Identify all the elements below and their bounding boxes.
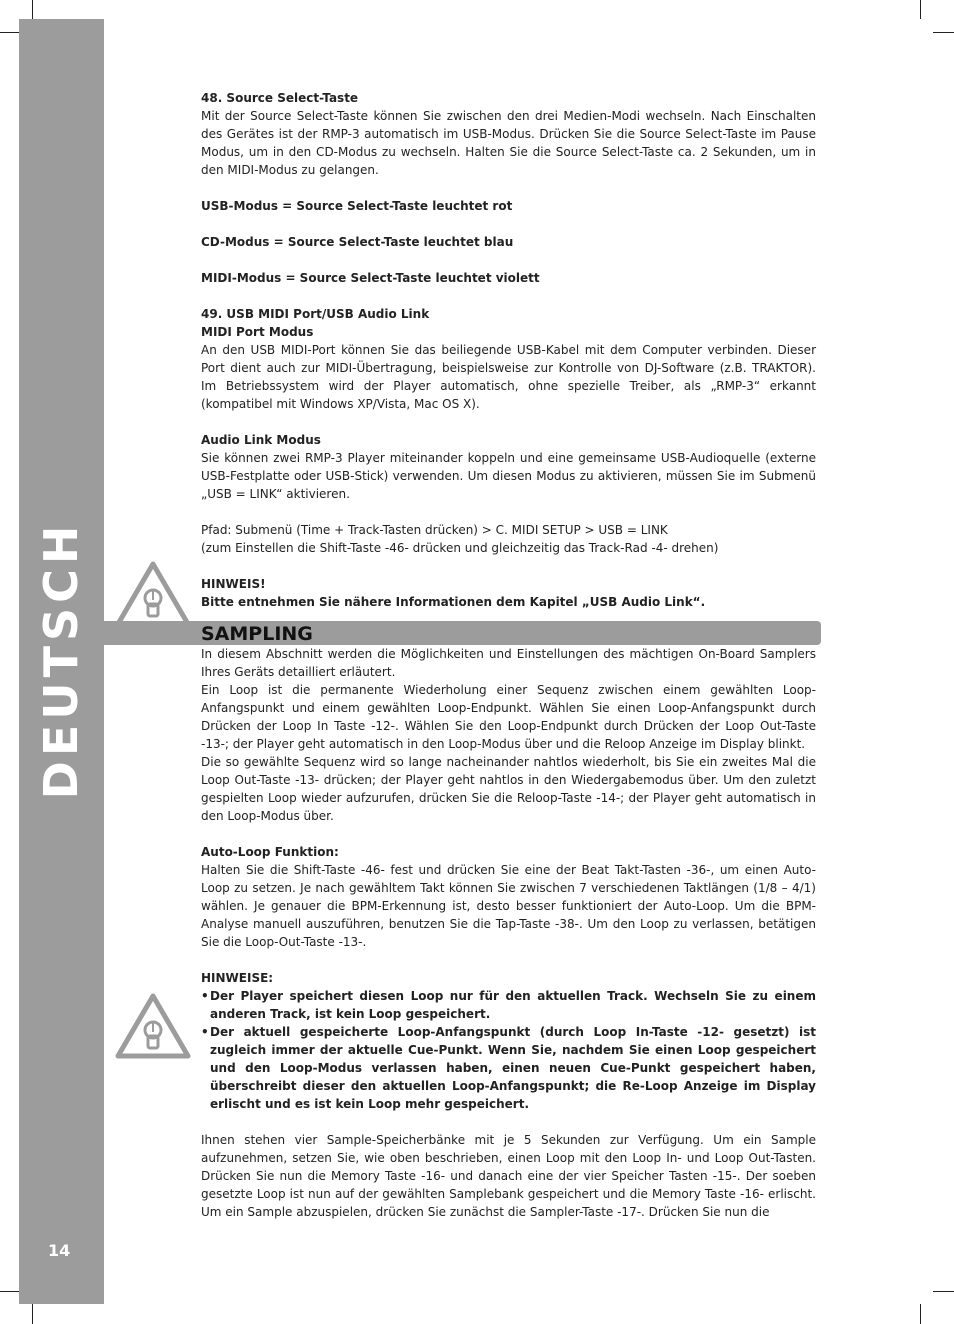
paragraph: In diesem Abschnitt werden die Möglichkeiten und Einstellungen des mächtigen On-Board Samplers Ihres Geräts detailliert erläutert. [201, 647, 816, 679]
crop-mark [920, 0, 921, 19]
subheading: Audio Link Modus [201, 433, 321, 447]
list-item-text: Der aktuell gespeicherte Loop-Anfangspunkt (durch Loop In-Taste -12- gesetzt) ist zugleich immer der aktuelle Cue-Punkt. Wenn Sie, nachdem Sie einen Loop gespeichert und den Loop-Modus verlassen haben, einen neuen Cue-Punkt gespeichert haben, überschreibt dieser den aktuellen Loop-Anfangspunkt; die Re-Loop Anzeige im Display erlischt und es ist kein Loop mehr gespeichert. [210, 1025, 816, 1111]
subheading: Auto-Loop Funktion: [201, 845, 339, 859]
note-title: HINWEISE: [201, 971, 274, 985]
paragraph: Halten Sie die Shift-Taste -46- fest und drücken Sie eine der Beat Takt-Tasten -36-, um einen Auto-Loop zu setzen. Je nach gewähltem Takt können Sie zwischen 7 verschiedenen Taktlängen (1/8 – 4/1) wählen. Je genauer die BPM-Erkennung ist, desto besser funktioniert der Auto-Loop. Um die BPM-Analyse manuell auszuführen, benutzen Sie die Tap-Taste -38-. Um den Loop zu verlassen, betätigen Sie die Loop-Out-Taste -13-. [201, 863, 816, 949]
section-heading: 48. Source Select-Taste [201, 91, 359, 105]
crop-mark [933, 1291, 954, 1292]
section-bar [103, 621, 821, 645]
list-item [201, 987, 816, 1023]
paragraph: Die so gewählte Sequenz wird so lange nacheinander nahtlos wiederholt, bis Sie ein zweites Mal die Loop Out-Taste -13- drücken; der Player geht nahtlos in den Wiedergabemodus über. Um den zuletzt gespielten Loop wieder aufzurufen, drücken Sie die Reloop-Taste -14-; der Player geht automatisch in den Loop-Modus über. [201, 755, 816, 823]
paragraph: Sie können zwei RMP-3 Player miteinander koppeln und eine gemeinsame USB-Audioquelle (externe USB-Festplatte oder USB-Stick) verwenden. Um diesen Modus zu aktivieren, müssen Sie im Submenü „USB = LINK“ aktivieren. [201, 451, 816, 501]
subheading: MIDI Port Modus [201, 325, 314, 339]
crop-mark [32, 1304, 33, 1324]
crop-mark [920, 1304, 921, 1324]
section-heading: 49. USB MIDI Port/USB Audio Link [201, 307, 430, 321]
crop-mark [0, 32, 19, 33]
language-label: DEUTSCH [34, 520, 88, 800]
mode-midi: MIDI-Modus = Source Select-Taste leuchtet violett [201, 271, 540, 285]
list-item-text: Der Player speichert diesen Loop nur für den aktuellen Track. Wechseln Sie zu einem anderen Track, ist kein Loop gespeichert. [210, 989, 816, 1021]
menu-path: Pfad: Submenü (Time + Track-Tasten drücken) > C. MIDI SETUP > USB = LINK [201, 523, 668, 537]
paragraph: Ein Loop ist die permanente Wiederholung einer Sequenz zwischen einem gewählten Loop-Anfangspunkt und einem gewählten Loop-Endpunkt. Wählen Sie einen Loop-Anfangspunkt durch Drücken der Loop In Taste -12-. Wählen Sie den Loop-Endpunkt durch Drücken der Loop Out-Taste -13-; der Player geht automatisch in den Loop-Modus über und die Reloop Anzeige im Display blinkt. [201, 683, 816, 751]
bullet-icon: • [201, 1025, 209, 1039]
warning-triangle-icon [114, 992, 192, 1060]
paragraph: Ihnen stehen vier Sample-Speicherbänke mit je 5 Sekunden zur Verfügung. Um ein Sample aufzunehmen, setzen Sie, wie oben beschrieben, einen Loop mit den Loop In- und Loop Out-Tasten. Drücken Sie nun die Memory Taste -16- und danach eine der vier Speicher Tasten -15-. Der soeben gesetzte Loop ist nun auf der gewählten Samplebank gespeichert und die Memory Taste -16- erlischt. Um ein Sample abzuspielen, drücken Sie zunächst die Sampler-Taste -17-. Drücken Sie nun die [201, 1133, 816, 1219]
crop-mark [933, 32, 954, 33]
crop-mark [32, 0, 33, 19]
paragraph: Mit der Source Select-Taste können Sie zwischen den drei Medien-Modi wechseln. Nach Einschalten des Gerätes ist der RMP-3 automatisch im USB-Modus. Drücken Sie die Source Select-Taste im Pause Modus, um in den CD-Modus zu wechseln. Halten Sie die Source Select-Taste ca. 2 Sekunden, um in den MIDI-Modus zu gelangen. [201, 109, 816, 177]
paragraph: An den USB MIDI-Port können Sie das beiliegende USB-Kabel mit dem Computer verbinden. Dieser Port dient auch zur MIDI-Übertragung, beispielsweise zur Kontrolle von DJ-Software (z.B. TRAKTOR). Im Betriebssystem wird der Player automatisch, ohne spezielle Treiber, als „RMP-3“ erkannt (kompatibel mit Windows XP/Vista, Mac OS X). [201, 343, 816, 411]
list-item [201, 1023, 816, 1113]
main-content [201, 89, 816, 1221]
note-title: HINWEIS! [201, 577, 266, 591]
mode-cd: CD-Modus = Source Select-Taste leuchtet blau [201, 235, 514, 249]
note-text: Bitte entnehmen Sie nähere Informationen dem Kapitel „USB Audio Link“. [201, 595, 706, 609]
bullet-icon: • [201, 989, 209, 1003]
mode-usb: USB-Modus = Source Select-Taste leuchtet rot [201, 199, 513, 213]
warning-triangle-icon [114, 560, 192, 628]
crop-mark [0, 1291, 19, 1292]
menu-path-note: (zum Einstellen die Shift-Taste -46- drücken und gleichzeitig das Track-Rad -4- drehen) [201, 541, 719, 555]
section-title: SAMPLING [201, 623, 313, 645]
page-number: 14 [48, 1241, 71, 1260]
